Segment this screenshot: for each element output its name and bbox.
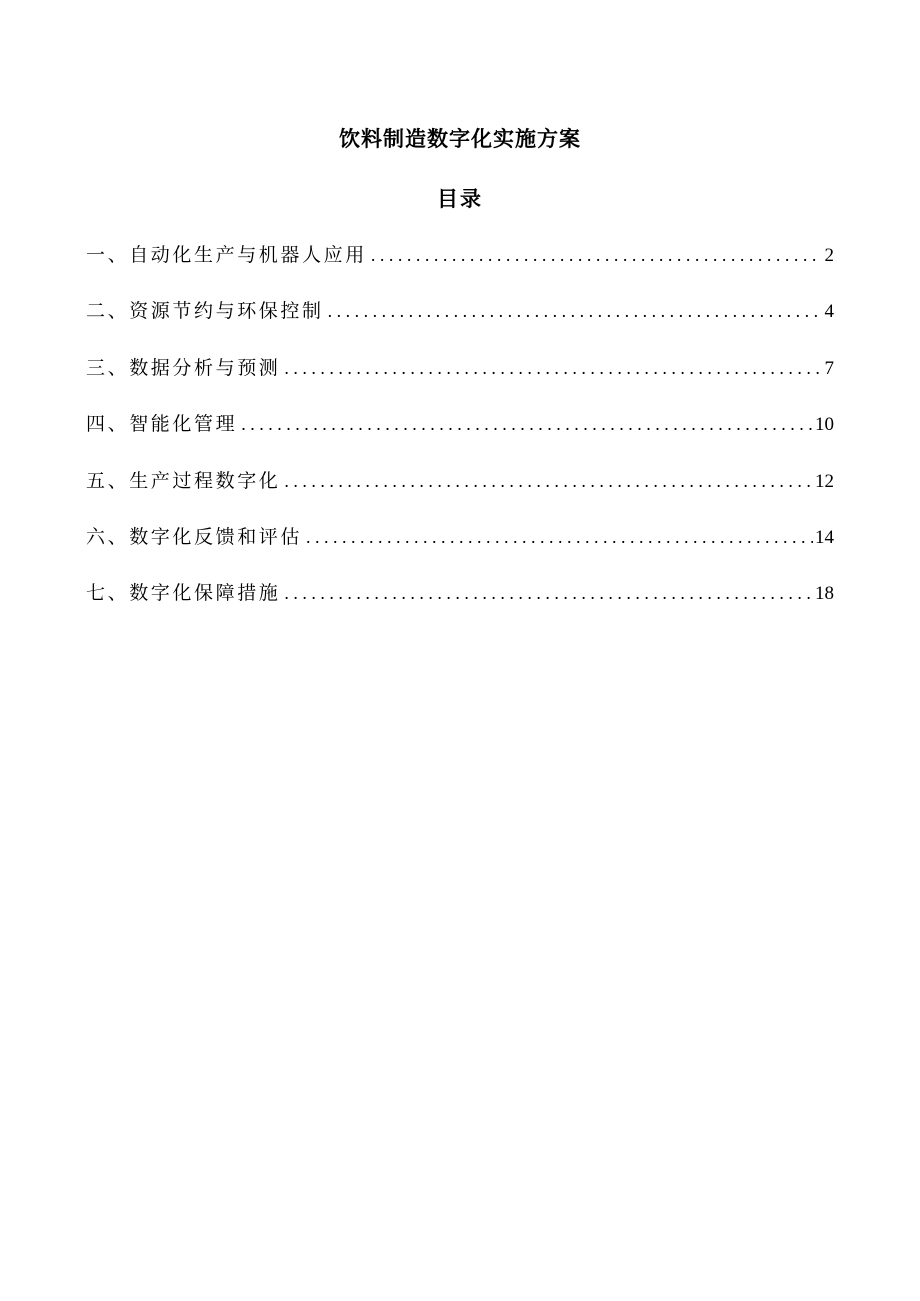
toc-entry[interactable]: [86, 466, 834, 522]
toc-entry[interactable]: [86, 240, 834, 296]
toc-dot-leader: [284, 353, 822, 383]
toc-dot-leader: [328, 296, 822, 326]
toc-dot-leader: [371, 240, 822, 270]
toc-entry-label: 四、智能化管理: [86, 413, 238, 436]
toc-entry-page-number: 2: [824, 245, 834, 266]
toc-entry-label: 二、资源节约与环保控制: [86, 300, 324, 323]
toc-entry-page-number: 18: [815, 583, 834, 605]
toc-entry-label: 三、数据分析与预测: [86, 356, 281, 379]
toc-entry-page-number: 7: [824, 357, 834, 379]
toc-entry[interactable]: [86, 578, 834, 634]
toc-entry-page-number: 14: [815, 526, 834, 548]
toc-entry[interactable]: [86, 409, 834, 465]
toc-dot-leader: [284, 578, 813, 608]
toc-entry[interactable]: [86, 522, 834, 578]
toc-entry-page-number: 4: [824, 301, 834, 323]
toc-entry-label: 五、生产过程数字化: [86, 469, 281, 492]
toc-entry-label: 一、自动化生产与机器人应用: [86, 244, 367, 266]
toc-entry-page-number: 10: [815, 414, 834, 436]
table-of-contents: [86, 240, 834, 635]
toc-entry-label: 六、数字化反馈和评估: [86, 525, 303, 548]
toc-entry-page-number: 12: [815, 470, 834, 492]
toc-heading: 目录: [437, 186, 483, 211]
toc-dot-leader: [241, 409, 813, 439]
toc-entry[interactable]: [86, 296, 834, 352]
toc-entry[interactable]: [86, 353, 834, 409]
document-title: 饮料制造数字化实施方案: [339, 126, 581, 151]
toc-dot-leader: [284, 466, 813, 496]
toc-dot-leader: [306, 522, 813, 552]
toc-entry-label: 七、数字化保障措施: [86, 582, 281, 605]
